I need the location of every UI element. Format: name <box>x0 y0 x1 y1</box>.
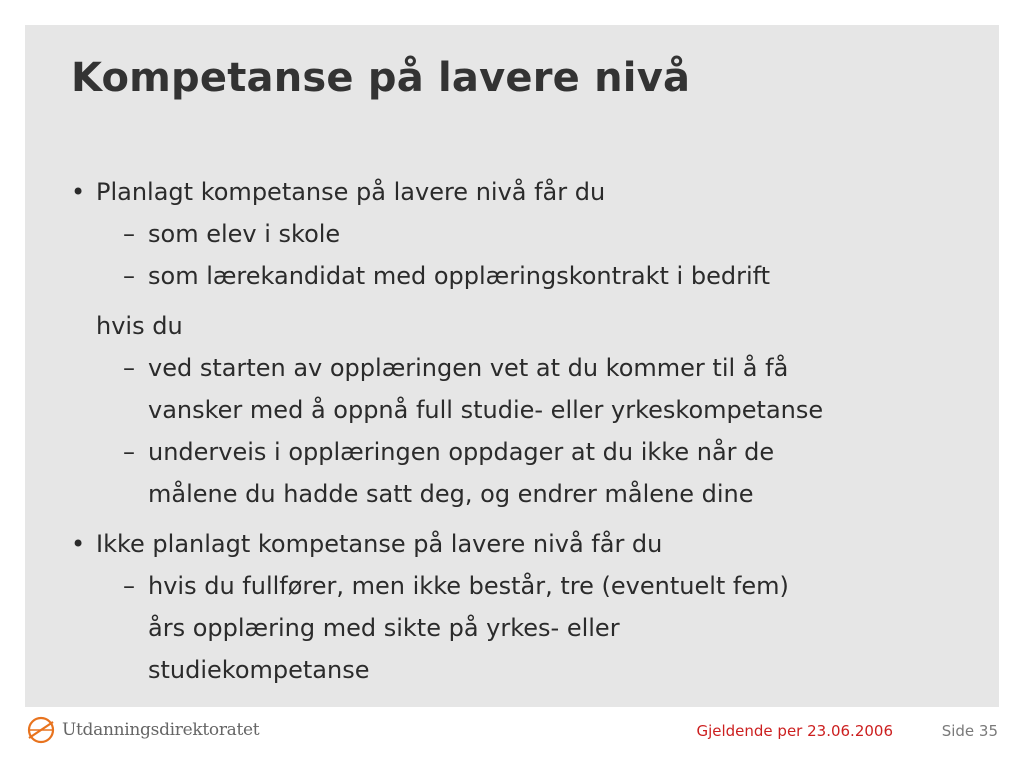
dash-mark: – <box>123 220 135 248</box>
bullet-text: Planlagt kompetanse på lavere nivå får du <box>96 178 606 206</box>
sub-item <box>71 347 969 431</box>
slide-title: Kompetanse på lavere nivå <box>71 55 691 101</box>
sub-text: som lærekandidat med opplæringskontrakt i bedrift <box>148 262 771 290</box>
condition-text: hvis du <box>96 312 183 340</box>
sub-text-line: hvis du fullfører, men ikke består, tre (eventuelt fem) <box>148 572 789 600</box>
sub-item <box>71 213 969 255</box>
sub-item <box>71 565 969 691</box>
logo-text: Utdanningsdirektoratet <box>62 720 260 740</box>
dash-mark: – <box>123 354 135 382</box>
bullet-text: Ikke planlagt kompetanse på lavere nivå får du <box>96 530 663 558</box>
sub-text-line: studiekompetanse <box>148 656 370 684</box>
bullet-item <box>71 523 969 565</box>
footer-date: Gjeldende per 23.06.2006 <box>696 722 893 740</box>
sub-text-line: vansker med å oppnå full studie- eller yrkeskompetanse <box>148 396 824 424</box>
dash-mark: – <box>123 262 135 290</box>
sub-item <box>71 255 969 297</box>
utdanningsdirektoratet-logo-icon <box>26 715 56 745</box>
slide-panel <box>25 25 999 707</box>
sub-text: som elev i skole <box>148 220 341 248</box>
sub-text-line: underveis i opplæringen oppdager at du ikke når de <box>148 438 775 466</box>
sub-text-line: ved starten av opplæringen vet at du kommer til å få <box>148 354 789 382</box>
bullet-mark: • <box>71 178 86 206</box>
bullet-mark: • <box>71 530 86 558</box>
dash-mark: – <box>123 438 135 466</box>
page-number: Side 35 <box>941 722 998 740</box>
sub-text-line: målene du hadde satt deg, og endrer målene dine <box>148 480 754 508</box>
bullet-item <box>71 171 969 213</box>
slide-body <box>71 171 969 691</box>
dash-mark: – <box>123 572 135 600</box>
sub-item <box>71 431 969 515</box>
footer-logo <box>26 715 259 745</box>
sub-text-line: års opplæring med sikte på yrkes- eller <box>148 614 620 642</box>
